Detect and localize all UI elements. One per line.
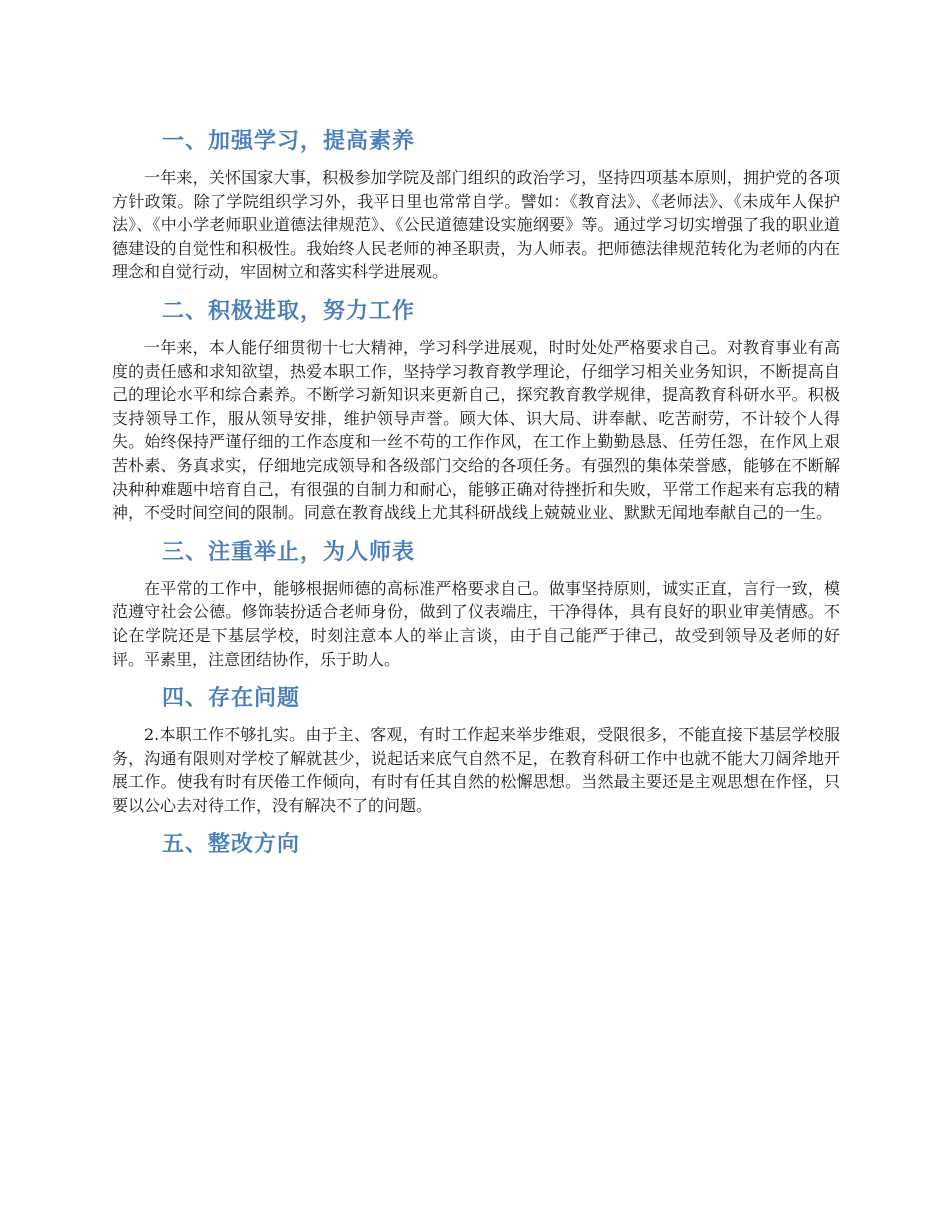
section-heading-4: 四、存在问题: [162, 686, 301, 712]
section-heading-1: 一、加强学习，提高素养: [162, 129, 416, 154]
section-heading-2: 二、积极进取，努力工作: [162, 298, 416, 324]
section-paragraph-4: 2.本职工作不够扎实。由于主、客观，有时工作起来举步维艰，受限很多，不能直接下基层学校服务，沟通有限则对学校了解就甚少，说起话来底气自然不足，在教育科研工作中也就不能大刀阔斧地开展工作。使我有时有厌倦工作倾向，有时有任其自然的松懈思想。当然最主要还是主观思想在作怪，只要以公心去对待工作，没有解决不了的问题。: [112, 725, 840, 815]
section-paragraph-2: 一年来，本人能仔细贯彻十七大精神，学习科学进展观，时时处处严格要求自己。对教育事业有高度的责任感和求知欲望，热爱本职工作，坚持学习教育教学理论，仔细学习相关业务知识，不断提高自己的理论水平和综合素养。不断学习新知识来更新自己，探究教育教学规律，提高教育科研水平。积极支持领导工作，服从领导安排，维护领导声誉。顾大体、识大局、讲奉献、吃苦耐劳，不计较个人得失。始终保持严谨仔细的工作态度和一丝不苟的工作作风，在工作上勤勤恳恳、任劳任怨，在作风上艰苦朴素、务真求实，仔细地完成领导和各级部门交给的各项任务。有强烈的集体荣誉感，能够在不断解决种种难题中培育自己，有很强的自制力和耐心，能够正确对待挫折和失败，平常工作起来有忘我的精神，不受时间空间的限制。同意在教育战线上尤其科研战线上兢兢业业、默默无闻地奉献自己的一生。: [112, 337, 840, 523]
section-paragraph-3: 在平常的工作中，能够根据师德的高标准严格要求自己。做事坚持原则，诚实正直，言行一致，模范遵守社会公德。修饰装扮适合老师身份，做到了仪表端庄，干净得体，具有良好的职业审美情感。不论在学院还是下基层学校，时刻注意本人的举止言谈，由于自己能严于律己，故受到领导及老师的好评。平素里，注意团结协作，乐于助人。: [112, 578, 840, 669]
document-page: [112, 118, 840, 869]
section-paragraph-1: 一年来，关怀国家大事，积极参加学院及部门组织的政治学习，坚持四项基本原则，拥护党的各项方针政策。除了学院组织学习外，我平日里也常常自学。譬如：《教育法》、《老师法》、《未成年人保护法》、《中小学老师职业道德法律规范》、《公民道德建设实施纲要》等。通过学习切实增强了我的职业道德建设的自觉性和积极性。我始终人民老师的神圣职责，为人师表。把师德法律规范转化为老师的内在理念和自觉行动，牢固树立和落实科学进展观。: [112, 168, 840, 282]
section-heading-3: 三、注重举止，为人师表: [162, 539, 416, 565]
section-heading-5: 五、整改方向: [162, 832, 301, 858]
